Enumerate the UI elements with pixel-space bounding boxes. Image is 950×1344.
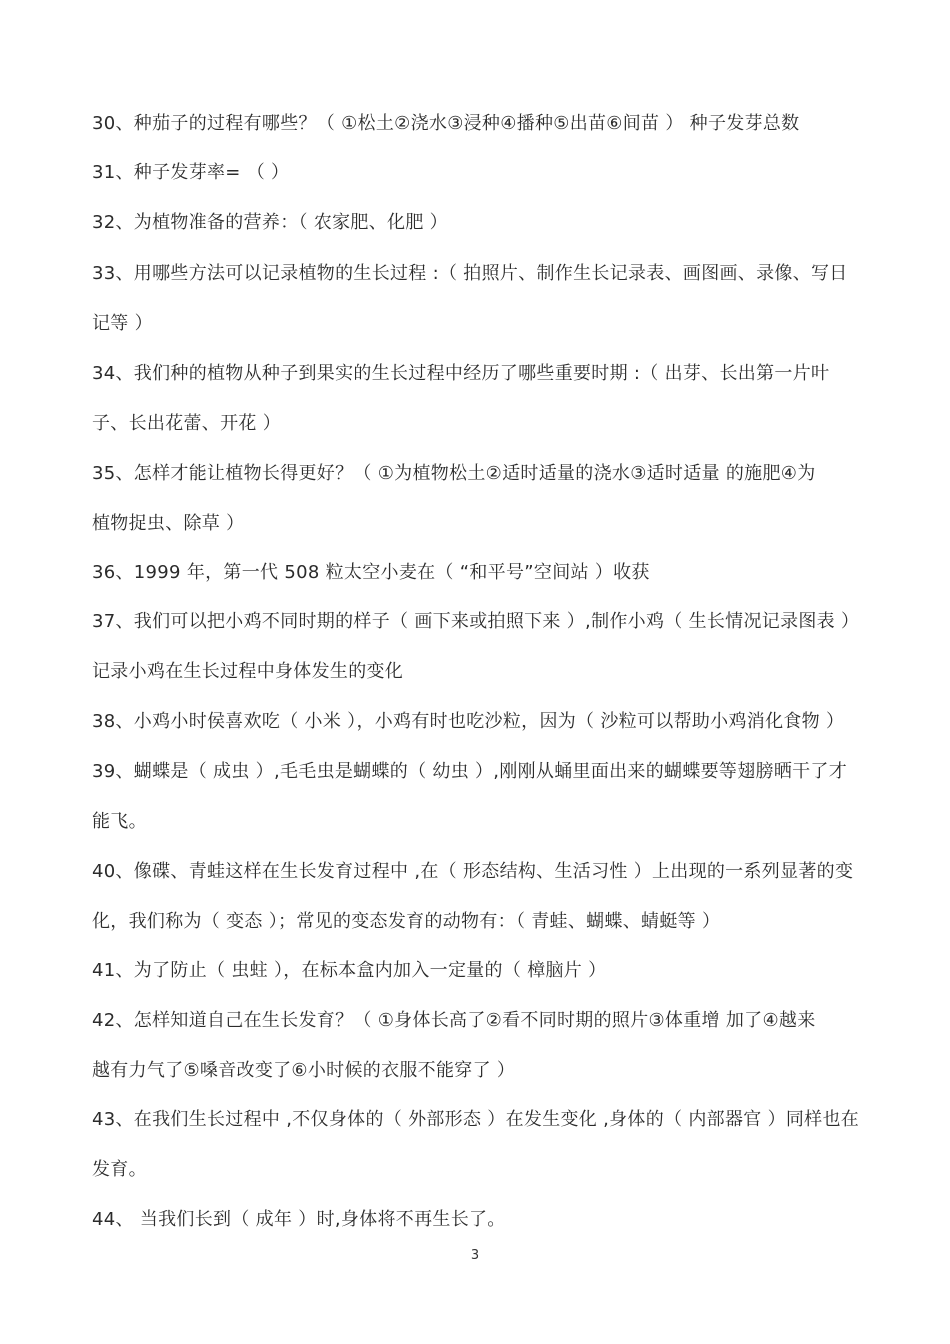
text-line-q44: 44、 当我们长到（ 成年 ）时,身体将不再生长了。	[92, 1209, 506, 1230]
text-line-q42-cont: 越有力气了⑤嗓音改变了⑥小时候的衣服不能穿了 ）	[92, 1060, 516, 1081]
text-line-q39: 39、蝴蝶是（ 成虫 ）,毛毛虫是蝴蝶的（ 幼虫 ）,刚刚从蛹里面出来的蝴蝶要等翅膀晒干了才	[92, 761, 848, 782]
text-line-q43: 43、在我们生长过程中 ,不仅身体的（ 外部形态 ）在发生变化 ,身体的（ 内部器官 ）同样也在	[92, 1109, 860, 1130]
text-line-q37: 37、我们可以把小鸡不同时期的样子（ 画下来或拍照下来 ）,制作小鸡（ 生长情况记录图表 ）	[92, 611, 860, 632]
text-line-q37-cont: 记录小鸡在生长过程中身体发生的变化	[92, 661, 404, 682]
text-line-q32: 32、为植物准备的营养：（ 农家肥、化肥 ）	[92, 212, 448, 233]
text-line-q34-cont: 子、长出花蕾、开花 ）	[92, 413, 282, 434]
text-line-q33: 33、用哪些方法可以记录植物的生长过程 :（ 拍照片、制作生长记录表、画图画、录像、写日	[92, 263, 848, 284]
text-line-q40: 40、像碟、青蛙这样在生长发育过程中 ,在（ 形态结构、生活习性 ）上出现的一系列显著的变	[92, 861, 854, 882]
text-line-q36: 36、1999 年，第一代 508 粒太空小麦在（ “和平号”空间站 ）收获	[92, 562, 650, 583]
text-line-q31: 31、种子发芽率= （ ）	[92, 162, 290, 183]
text-line-q34: 34、我们种的植物从种子到果实的生长过程中经历了哪些重要时期 :（ 出芽、长出第一片叶	[92, 363, 830, 384]
text-line-q41: 41、为了防止（ 虫蛀 ），在标本盒内加入一定量的（ 樟脑片 ）	[92, 960, 607, 981]
text-line-q35-cont: 植物捉虫、除草 ）	[92, 513, 245, 534]
text-line-q43-cont: 发育。	[92, 1159, 147, 1180]
text-line-q33-cont: 记等 ）	[92, 313, 153, 334]
page-number: 3	[470, 1248, 480, 1263]
text-line-q35: 35、怎样才能让植物长得更好？（ ①为植物松土②适时适量的浇水③适时适量 的施肥④为	[92, 463, 816, 484]
text-line-q38: 38、小鸡小时侯喜欢吃（ 小米 ），小鸡有时也吃沙粒，因为（ 沙粒可以帮助小鸡消化食物 ）	[92, 711, 845, 732]
text-line-q42: 42、怎样知道自己在生长发育？（ ①身体长高了②看不同时期的照片③体重增 加了④越来	[92, 1010, 816, 1031]
text-line-q30: 30、种茄子的过程有哪些？（ ①松土②浇水③浸种④播种⑤出苗⑥间苗 ） 种子发芽总数	[92, 113, 800, 134]
text-line-q39-cont: 能飞。	[92, 811, 147, 832]
text-line-q40-cont: 化，我们称为（ 变态 ）；常见的变态发育的动物有：（ 青蛙、蝴蝶、蜻蜓等 ）	[92, 911, 721, 932]
